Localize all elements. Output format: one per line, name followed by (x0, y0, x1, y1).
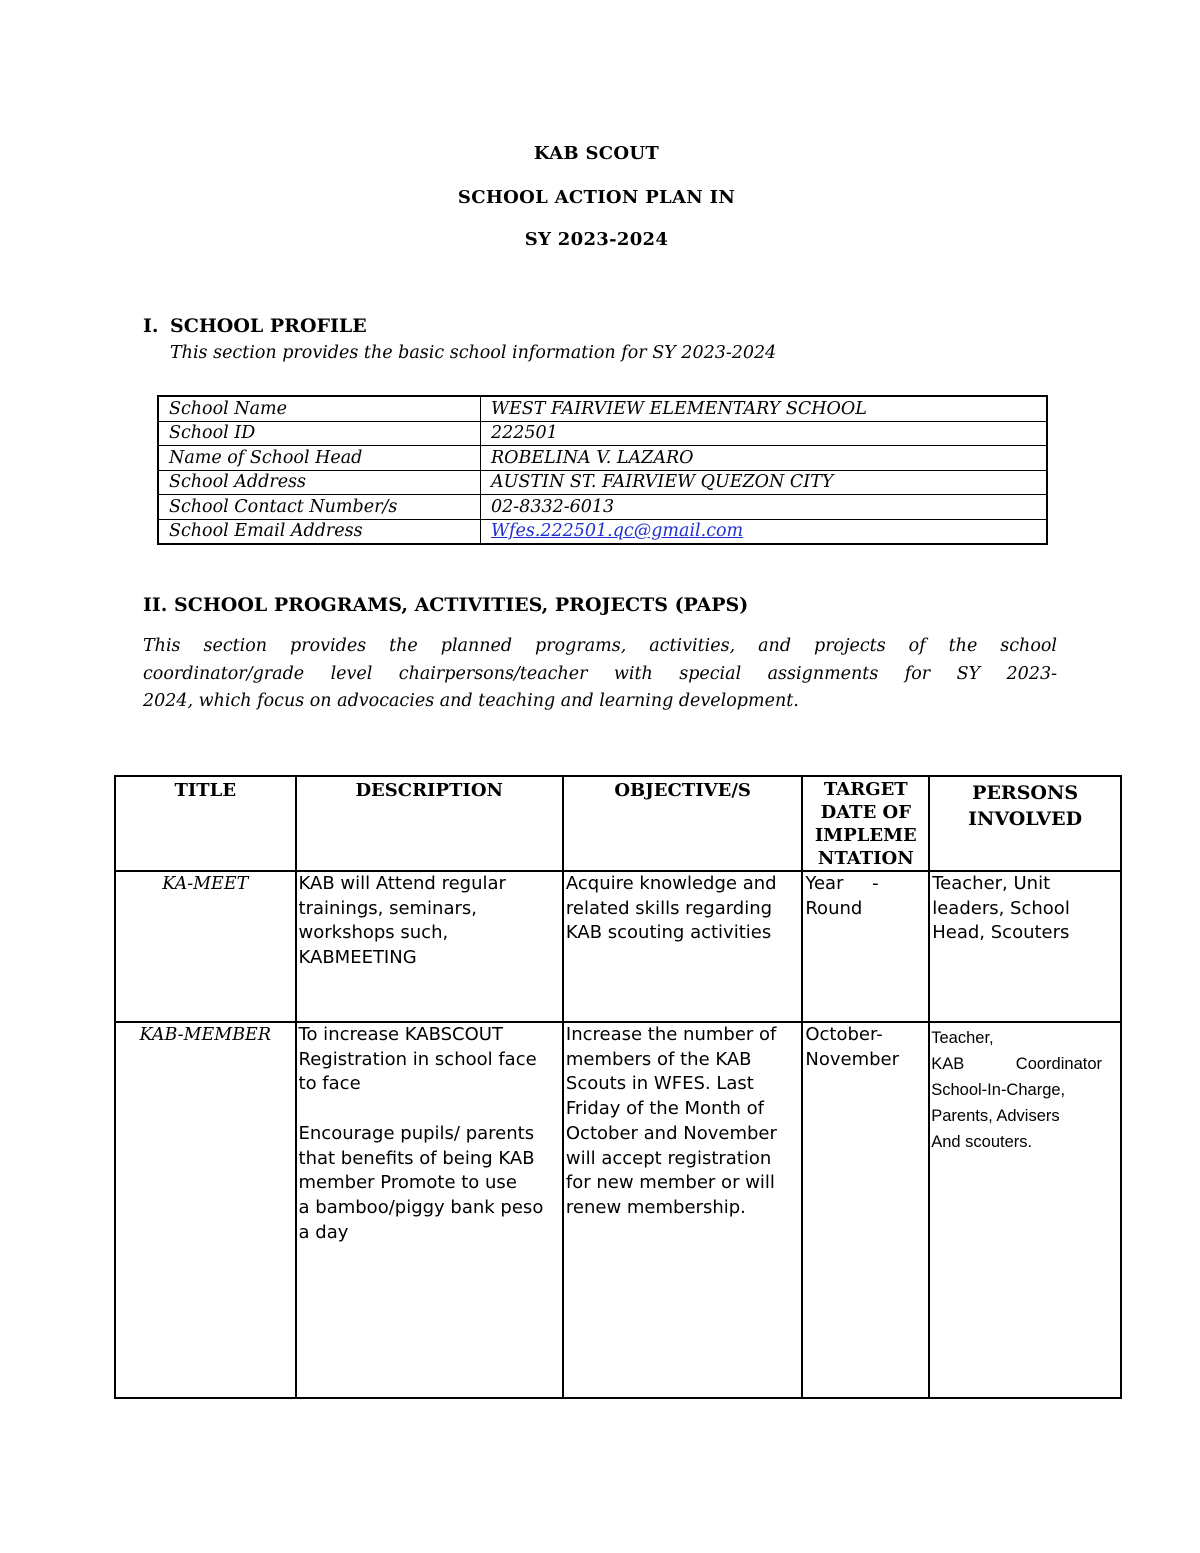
profile-label: School Email Address (158, 519, 481, 544)
pap-target-date (802, 871, 929, 1022)
column-header-objectives: OBJECTIVE/S (563, 776, 802, 871)
text-line (931, 1051, 1118, 1077)
text-line: Round (805, 897, 863, 919)
text-line: Encourage pupils/ parents (298, 1122, 535, 1144)
column-header-title: TITLE (115, 776, 296, 871)
pap-title: KA-MEET (115, 871, 296, 1022)
pap-persons (929, 1022, 1121, 1398)
text-line: Scouts in WFES. Last (565, 1073, 754, 1095)
text-line: Friday of the Month of (565, 1098, 764, 1120)
pap-objectives (563, 871, 802, 1022)
profile-value (481, 519, 1048, 544)
text-line: KAB scouting activities (565, 922, 772, 944)
text-line: Teacher, Unit (932, 873, 1051, 894)
text-line: member Promote to use (298, 1172, 517, 1194)
table-row (158, 446, 1047, 471)
school-profile-table (157, 395, 1048, 545)
table-row (158, 495, 1047, 520)
section-1-title: SCHOOL PROFILE (170, 315, 367, 337)
table-row (158, 519, 1047, 544)
text-line: to face (298, 1073, 361, 1095)
section-1-number: I. (143, 315, 159, 337)
header-line: TARGET (823, 779, 908, 800)
section-1-intro: This section provides the basic school information for SY 2023-2024 (170, 343, 777, 363)
text-word: Coordinator (1015, 1055, 1102, 1073)
section-2-intro-line: coordinator/grade level chairpersons/teacher with special assignments for SY 2023- (143, 663, 1057, 684)
table-row (115, 871, 1121, 1022)
header-line: PERSONS (972, 782, 1079, 804)
profile-value: 222501 (481, 421, 1048, 446)
text-line: Year - (805, 873, 879, 894)
profile-label: Name of School Head (158, 446, 481, 471)
table-row (158, 470, 1047, 495)
text-line: And scouters. (931, 1133, 1033, 1151)
text-line: related skills regarding (565, 897, 773, 919)
school-email-link[interactable]: Wfes.222501.qc@gmail.com (491, 521, 744, 542)
text-line: will accept registration (565, 1147, 772, 1169)
profile-value: AUSTIN ST. FAIRVIEW QUEZON CITY (481, 470, 1048, 495)
text-word: KAB (931, 1055, 965, 1073)
column-header-persons (929, 776, 1121, 871)
text-line: KABMEETING (298, 947, 417, 969)
pap-objectives (563, 1022, 802, 1398)
text-line: October and November (565, 1122, 777, 1144)
text-line: November (805, 1048, 899, 1070)
text-line: that benefits of being KAB (298, 1147, 535, 1169)
profile-label: School Name (158, 396, 481, 421)
text-line: a bamboo/piggy bank peso (298, 1196, 544, 1218)
text-line: School-In-Charge, (931, 1081, 1066, 1099)
section-2-intro-line: This section provides the planned programs, activities, and projects of the school (143, 636, 1057, 656)
table-row (158, 396, 1047, 421)
table-row (115, 1022, 1121, 1398)
doc-title-action-plan: SCHOOL ACTION PLAN IN (457, 187, 736, 208)
column-header-target-date (802, 776, 929, 871)
table-header-row (115, 776, 1121, 871)
header-line: INVOLVED (968, 808, 1083, 830)
text-line: renew membership. (565, 1196, 746, 1218)
profile-value: WEST FAIRVIEW ELEMENTARY SCHOOL (481, 396, 1048, 421)
text-line: October- (805, 1024, 883, 1045)
header-line: NTATION (817, 848, 914, 869)
profile-value: ROBELINA V. LAZARO (481, 446, 1048, 471)
text-line: To increase KABSCOUT (298, 1024, 503, 1045)
profile-value: 02-8332-6013 (481, 495, 1048, 520)
pap-description (296, 871, 563, 1022)
text-line: members of the KAB (565, 1048, 752, 1070)
profile-label: School ID (158, 421, 481, 446)
text-line: workshops such, (298, 922, 449, 944)
pap-description (296, 1022, 563, 1398)
text-line: for new member or will (565, 1172, 775, 1194)
profile-label: School Contact Number/s (158, 495, 481, 520)
text-line: Teacher, (931, 1029, 994, 1047)
text-line: Acquire knowledge and (565, 873, 777, 894)
text-line: Increase the number of (565, 1024, 777, 1045)
text-line: Registration in school face (298, 1048, 537, 1070)
text-line: Parents, Advisers (931, 1107, 1060, 1125)
text-line: Head, Scouters (932, 922, 1070, 944)
profile-label: School Address (158, 470, 481, 495)
paps-table (114, 775, 1122, 1399)
text-line: leaders, School (932, 897, 1070, 919)
table-row (158, 421, 1047, 446)
pap-persons (929, 871, 1121, 1022)
section-2-intro (143, 633, 1057, 716)
text-line: a day (298, 1221, 349, 1243)
column-header-description: DESCRIPTION (296, 776, 563, 871)
doc-title-school-year: SY 2023-2024 (524, 229, 669, 250)
text-line: KAB will Attend regular (298, 873, 506, 894)
spacer (299, 1097, 560, 1122)
section-2-heading: II. SCHOOL PROGRAMS, ACTIVITIES, PROJECTS (PAPS) (143, 594, 749, 616)
pap-target-date (802, 1022, 929, 1398)
header-line: IMPLEME (814, 825, 917, 846)
text-line: trainings, seminars, (298, 897, 477, 919)
pap-title: KAB-MEMBER (115, 1022, 296, 1398)
header-line: DATE OF (820, 802, 912, 823)
doc-title-kab-scout: KAB SCOUT (533, 143, 660, 164)
section-2-intro-line: 2024, which focus on advocacies and teaching and learning development. (143, 691, 799, 711)
section-1-heading (143, 315, 367, 337)
